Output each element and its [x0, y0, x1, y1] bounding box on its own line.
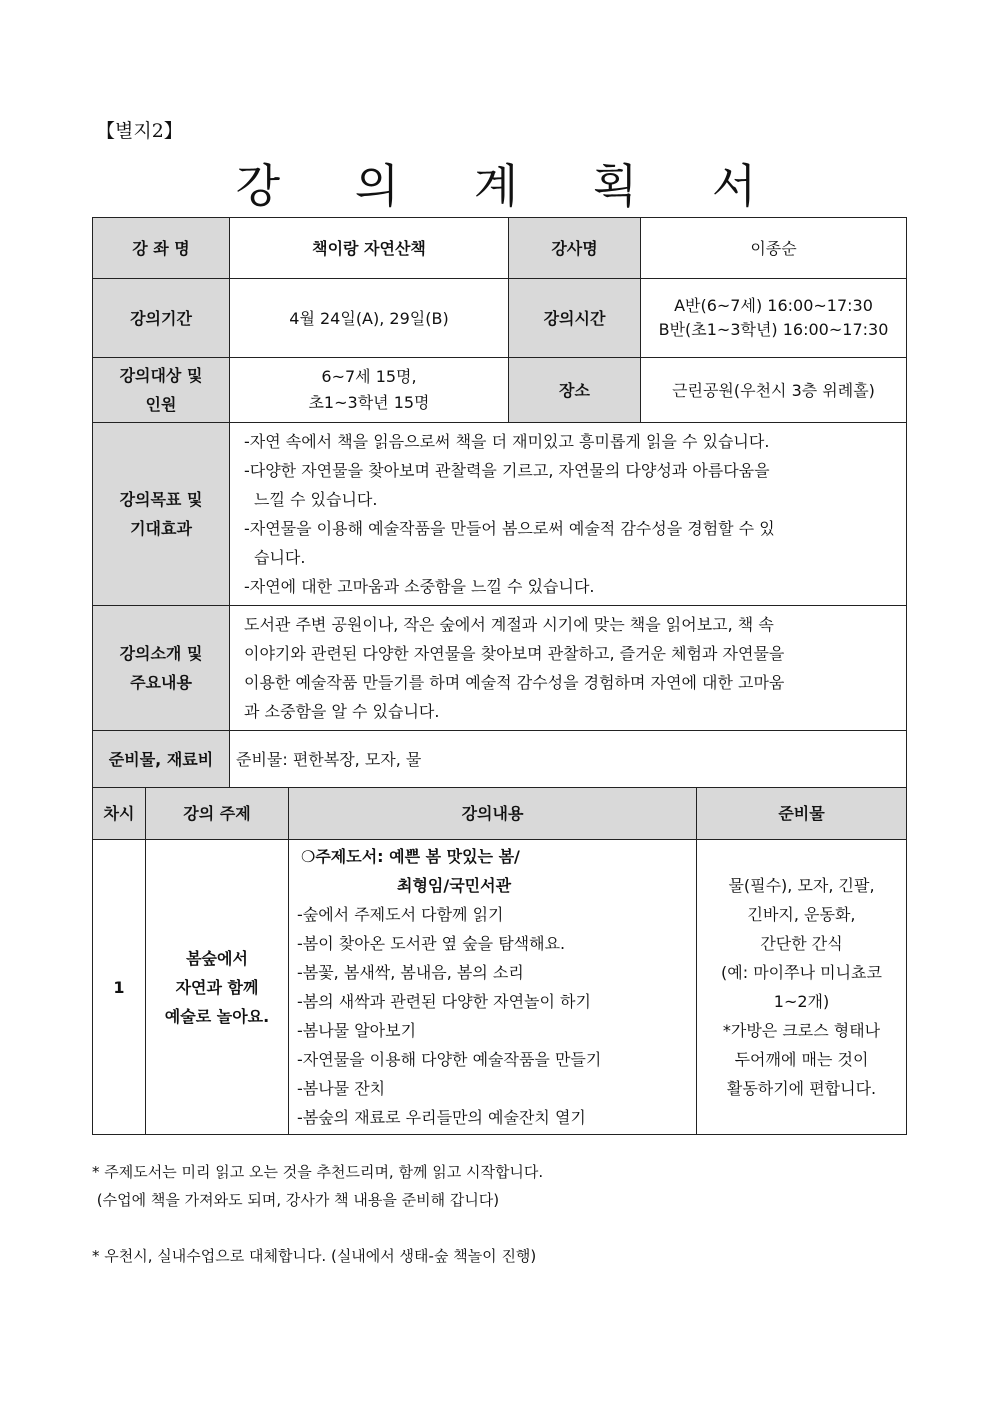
- document-title: 강 의 계 획 서: [235, 159, 787, 213]
- place-value: 근린공원(우천시 3층 위례홀): [641, 358, 907, 423]
- intro-text: 도서관 주변 공원이나, 작은 숲에서 계절과 시기에 맞는 책을 읽어보고, 책 속 이야기와 관련된 다양한 자연물을 찾아보며 관찰하고, 즐거운 체험과 자연물을 이용한 예술작품 만들기를 하며 예술적 감수성을 경험하며 자연에 대한 고마움 과 소중함을 알 수 있습니다.: [230, 606, 907, 731]
- time-label: 강의시간: [509, 279, 641, 358]
- list-item: -숲에서 주제도서 다함께 읽기: [297, 905, 504, 924]
- schedule-header-topic: 강의 주제: [146, 788, 289, 840]
- schedule-table: [92, 787, 907, 1135]
- target-label: 강의대상 및 인원: [93, 358, 230, 423]
- list-item: -봄숲의 재료로 우리들만의 예술잔치 열기: [297, 1108, 586, 1127]
- session-topic: 봄숲에서 자연과 함께 예술로 놀아요.: [146, 840, 289, 1135]
- schedule-header-content: 강의내용: [289, 788, 697, 840]
- list-item: -봄꽃, 봄새싹, 봄내음, 봄의 소리: [297, 963, 524, 982]
- schedule-header-session: 차시: [93, 788, 146, 840]
- course-name-value: 책이랑 자연산책: [230, 218, 509, 279]
- materials-label: 준비물, 재료비: [93, 731, 230, 788]
- instructor-value: 이종순: [641, 218, 907, 279]
- list-item: -봄의 새싹과 관련된 다양한 자연놀이 하기: [297, 992, 591, 1011]
- schedule-header-supplies: 준비물: [697, 788, 907, 840]
- list-item: -자연물을 이용해 다양한 예술작품을 만들기: [297, 1050, 602, 1069]
- session-supplies: 물(필수), 모자, 긴팔, 긴바지, 운동화, 간단한 간식 (예: 마이쭈나 미니쵸코 1~2개) *가방은 크로스 형태나 두어깨에 매는 것이 활동하기에 편합니다.: [697, 840, 907, 1135]
- time-value: [641, 279, 907, 358]
- list-item: -봄이 찾아온 도서관 옆 숲을 탐색해요.: [297, 934, 566, 953]
- footnote: * 주제도서는 미리 읽고 오는 것을 추천드리며, 함께 읽고 시작합니다.: [92, 1163, 544, 1181]
- goals-label: 강의목표 및 기대효과: [93, 423, 230, 606]
- course-name-label: 강 좌 명: [93, 218, 230, 279]
- annex-label: 【별지2】: [96, 120, 183, 142]
- intro-label: 강의소개 및 주요내용: [93, 606, 230, 731]
- table-row: [93, 840, 907, 1135]
- list-item: -봄나물 잔치: [297, 1079, 386, 1098]
- instructor-label: 강사명: [509, 218, 641, 279]
- session-number: 1: [93, 840, 146, 1135]
- goals-text: -자연 속에서 책을 읽음으로써 책을 더 재미있고 흥미롭게 읽을 수 있습니다. -다양한 자연물을 찾아보며 관찰력을 기르고, 자연물의 다양성과 아름다움을 느낄 수 있습니다. -자연물을 이용해 예술작품을 만들어 봄으로써 예술적 감수성을 경험할 수 있 습니다. -자연에 대한 고마움과 소중함을 느낄 수 있습니다.: [230, 423, 907, 606]
- place-label: 장소: [509, 358, 641, 423]
- materials-value: 준비물: 편한복장, 모자, 물: [230, 731, 907, 788]
- time-line-b: B반(초1~3학년) 16:00~17:30: [658, 320, 889, 339]
- footnote: (수업에 책을 가져와도 되며, 강사가 책 내용을 준비해 갑니다): [92, 1191, 500, 1209]
- footnote: * 우천시, 실내수업으로 대체합니다. (실내에서 생태-숲 책놀이 진행): [92, 1247, 537, 1265]
- time-line-a: A반(6~7세) 16:00~17:30: [674, 296, 873, 315]
- session-content: ❍주제도서: 예쁜 봄 맛있는 봄/ 최형임/국민서관 -숲에서 주제도서 다함께 읽기 -봄이 찾아온 도서관 옆 숲을 탐색해요. -봄꽃, 봄새싹, 봄내음, 봄의 소리 -봄의 새싹과 관련된 다양한 자연놀이 하기 -봄나물 알아보기 -자연물을 이용해 다양한 예술작품을 만들기 -봄나물 잔치 -봄숲의 재료로 우리들만의 예술잔치 열기: [289, 840, 697, 1135]
- period-label: 강의기간: [93, 279, 230, 358]
- period-value: 4월 24일(A), 29일(B): [230, 279, 509, 358]
- target-value: 6~7세 15명, 초1~3학년 15명: [230, 358, 509, 423]
- list-item: -봄나물 알아보기: [297, 1021, 417, 1040]
- course-info-table: [92, 217, 907, 788]
- footnotes: [92, 1158, 543, 1270]
